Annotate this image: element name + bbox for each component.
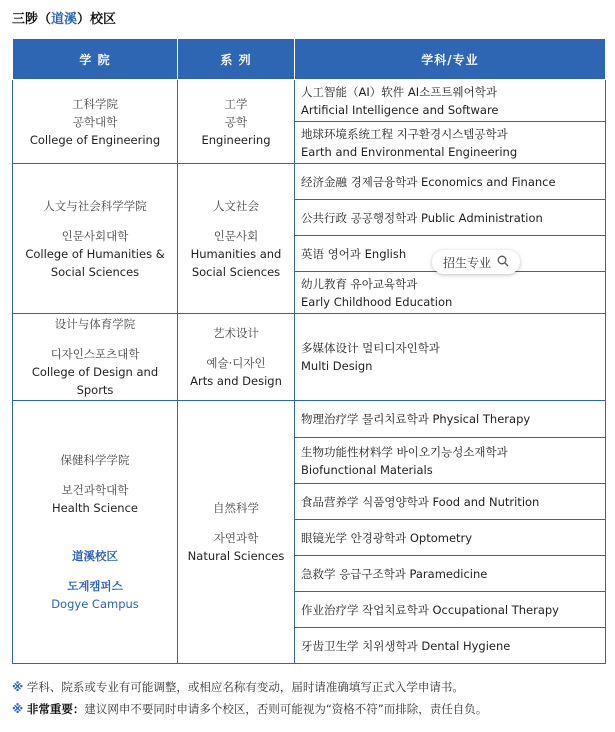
note-1 xyxy=(12,676,605,698)
major-en: Biofunctional Materials xyxy=(301,462,433,477)
major-en: Early Childhood Education xyxy=(301,294,453,309)
college-en: College of Design and Sports xyxy=(31,365,159,397)
college-kr: 디자인스포츠대학 xyxy=(50,347,140,361)
series-en: Natural Sciences xyxy=(187,549,285,563)
major-cell xyxy=(295,556,606,592)
series-cell xyxy=(178,164,295,314)
major-en: Artificial Intelligence and Software xyxy=(301,102,499,117)
series-en-2: Social Sciences xyxy=(191,264,281,279)
college-cell xyxy=(13,164,178,314)
page-title xyxy=(12,8,116,27)
table-row xyxy=(13,401,606,438)
search-icon xyxy=(497,255,509,270)
major-cell xyxy=(295,438,606,484)
major-en: Multi Design xyxy=(301,359,373,373)
major-en: Earth and Environmental Engineering xyxy=(301,144,518,159)
major-cell xyxy=(295,122,606,164)
title-prefix: 三陟（ xyxy=(12,12,52,27)
title-suffix: ）校区 xyxy=(77,12,117,27)
major-cell xyxy=(295,628,606,664)
major-cell xyxy=(295,520,606,556)
series-kr: 공학 xyxy=(224,114,248,129)
major-cell xyxy=(295,401,606,438)
major-name: 人工智能（AI）软件 AI소프트웨어학과 xyxy=(301,84,497,99)
table-row xyxy=(13,314,606,401)
major-cell xyxy=(295,164,606,200)
college-en-2: Social Sciences xyxy=(50,264,140,279)
major-name: 物理治疗学 물리치료학과 Physical Therapy xyxy=(301,412,531,426)
campus-en: Dogye Campus xyxy=(51,597,139,611)
major-name: 眼镜光学 안경광학과 Optometry xyxy=(301,530,473,545)
major-name: 公共行政 공공행정학과 Public Administration xyxy=(301,210,543,225)
college-kr: 공학대학 xyxy=(72,114,118,129)
note-mark: ※ xyxy=(12,680,24,694)
table-header-row xyxy=(13,39,606,80)
college-cn: 设计与体育学院 xyxy=(54,317,136,331)
series-kr: 인문사회 xyxy=(213,228,259,243)
college-cell xyxy=(13,401,178,664)
major-cell xyxy=(295,200,606,236)
note-text: 学科、院系或专业有可能调整，或相应名称有变动，届时请准确填写正式入学申请书。 xyxy=(26,680,464,694)
header-college: 学 院 xyxy=(13,39,178,80)
series-cell xyxy=(178,80,295,164)
series-cn: 工学 xyxy=(224,96,248,111)
series-en: Arts and Design xyxy=(190,374,282,388)
series-kr: 자연과학 xyxy=(213,531,259,545)
note-mark: ※ xyxy=(12,702,24,716)
major-cell xyxy=(295,314,606,401)
series-cell xyxy=(178,401,295,664)
major-name: 牙齿卫生学 치위생학과 Dental Hygiene xyxy=(301,638,511,653)
series-en: Humanities and xyxy=(190,246,282,261)
major-name: 多媒体设计 멀티디자인학과 xyxy=(301,341,440,355)
college-cell xyxy=(13,80,178,164)
series-cell xyxy=(178,314,295,401)
notes xyxy=(12,676,605,720)
major-name: 生物功能性材料学 바이오기능성소재학과 xyxy=(301,444,508,459)
major-name: 地球环境系统工程 지구환경시스템공학과 xyxy=(301,126,508,141)
header-series: 系 列 xyxy=(178,39,295,80)
note-2 xyxy=(12,698,605,720)
note-text: 建议网申不要同时申请多个校区，否则可能视为“资格不符”而排除，责任自负。 xyxy=(84,702,488,716)
table-row xyxy=(13,164,606,200)
majors-table xyxy=(12,38,606,664)
major-name: 英语 영어과 English xyxy=(301,246,407,261)
college-kr: 인문사회대학 xyxy=(61,228,129,243)
major-name: 食品营养学 식품영양학과 Food and Nutrition xyxy=(301,494,540,509)
major-name: 作业治疗学 작업치료학과 Occupational Therapy xyxy=(301,602,559,617)
major-name: 幼儿教育 유아교육학과 xyxy=(301,276,418,291)
college-en: Health Science xyxy=(52,501,138,515)
college-cn: 工科学院 xyxy=(72,96,118,111)
major-cell xyxy=(295,272,606,314)
campus-kr: 도계캠퍼스 xyxy=(67,579,123,593)
series-cn: 艺术设计 xyxy=(213,326,259,340)
series-kr: 예술·디자인 xyxy=(206,356,266,370)
search-major-pill[interactable] xyxy=(432,250,520,274)
major-name: 急救学 응급구조학과 Paramedicine xyxy=(301,566,488,581)
college-kr: 보건과학대학 xyxy=(61,483,129,497)
search-pill-label: 招生专业 xyxy=(442,255,491,270)
series-cn: 自然科学 xyxy=(213,501,259,515)
major-cell xyxy=(295,484,606,520)
title-highlight: 道溪 xyxy=(51,12,78,27)
major-name: 经济金融 경제금융학과 Economics and Finance xyxy=(301,174,556,189)
college-cn: 人文与社会科学学院 xyxy=(43,198,147,213)
header-major: 学科/专业 xyxy=(295,39,606,80)
major-cell xyxy=(295,80,606,122)
note-strong: 非常重要： xyxy=(26,702,85,716)
campus-cn: 道溪校区 xyxy=(72,549,118,563)
college-en: College of Engineering xyxy=(29,132,161,147)
major-cell xyxy=(295,592,606,628)
series-en: Engineering xyxy=(201,132,271,147)
college-en: College of Humanities & xyxy=(25,246,165,261)
series-cn: 人文社会 xyxy=(213,198,259,213)
college-cell xyxy=(13,314,178,401)
table-row xyxy=(13,80,606,122)
college-cn: 保健科学学院 xyxy=(60,453,130,467)
